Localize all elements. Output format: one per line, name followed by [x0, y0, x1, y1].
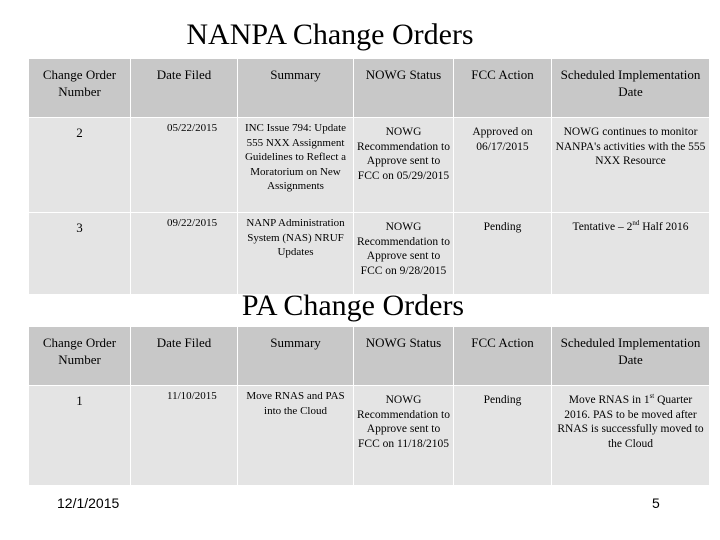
fcc-action: Pending: [454, 386, 552, 486]
table-row: [29, 386, 710, 486]
scheduled-date: NOWG continues to monitor NANPA's activities with the 555 NXX Resource: [552, 118, 710, 213]
nowg-status: NOWG Recommendation to Approve sent to FCC on 11/18/2105: [354, 386, 454, 486]
header-date-filed: Date Filed: [131, 327, 238, 386]
scheduled-date: Move RNAS in 1st Quarter 2016. PAS to be moved after RNAS is successfully moved to the Cloud: [552, 386, 710, 486]
section-title: PA Change Orders: [241, 289, 465, 322]
header-scheduled-date: Scheduled Implementation Date: [552, 327, 710, 386]
date-filed: 09/22/2015: [131, 213, 238, 295]
summary: INC Issue 794: Update 555 NXX Assignment Guidelines to Reflect a Moratorium on New Assignments: [238, 118, 354, 213]
header-change-order-number: Change Order Number: [29, 59, 131, 118]
header-fcc-action: FCC Action: [454, 59, 552, 118]
header-nowg-status: NOWG Status: [354, 327, 454, 386]
summary: Move RNAS and PAS into the Cloud: [238, 386, 354, 486]
date-filed: 05/22/2015: [131, 118, 238, 213]
fcc-action: Pending: [454, 213, 552, 295]
header-nowg-status: NOWG Status: [354, 59, 454, 118]
header-summary: Summary: [238, 59, 354, 118]
header-date-filed: Date Filed: [131, 59, 238, 118]
scheduled-date: Tentative – 2nd Half 2016: [552, 213, 710, 295]
nanpa-change-orders-table: [28, 58, 710, 295]
table-row: [29, 118, 710, 213]
header-scheduled-date: Scheduled Implementation Date: [552, 59, 710, 118]
slide-title: NANPA Change Orders: [186, 18, 474, 51]
change-order-number: 2: [29, 118, 131, 213]
page-number: 5: [652, 495, 660, 511]
header-summary: Summary: [238, 327, 354, 386]
footer-date: 12/1/2015: [57, 495, 120, 511]
table-header-row: [29, 59, 710, 118]
table-header-row: [29, 327, 710, 386]
fcc-action: Approved on 06/17/2015: [454, 118, 552, 213]
nowg-status: NOWG Recommendation to Approve sent to FCC on 05/29/2015: [354, 118, 454, 213]
change-order-number: 1: [29, 386, 131, 486]
date-filed: 11/10/2015: [131, 386, 238, 486]
header-fcc-action: FCC Action: [454, 327, 552, 386]
header-change-order-number: Change Order Number: [29, 327, 131, 386]
pa-change-orders-table: [28, 326, 710, 486]
summary: NANP Administration System (NAS) NRUF Updates: [238, 213, 354, 295]
nowg-status: NOWG Recommendation to Approve sent to FCC on 9/28/2015: [354, 213, 454, 295]
change-order-number: 3: [29, 213, 131, 295]
table-row: [29, 213, 710, 295]
